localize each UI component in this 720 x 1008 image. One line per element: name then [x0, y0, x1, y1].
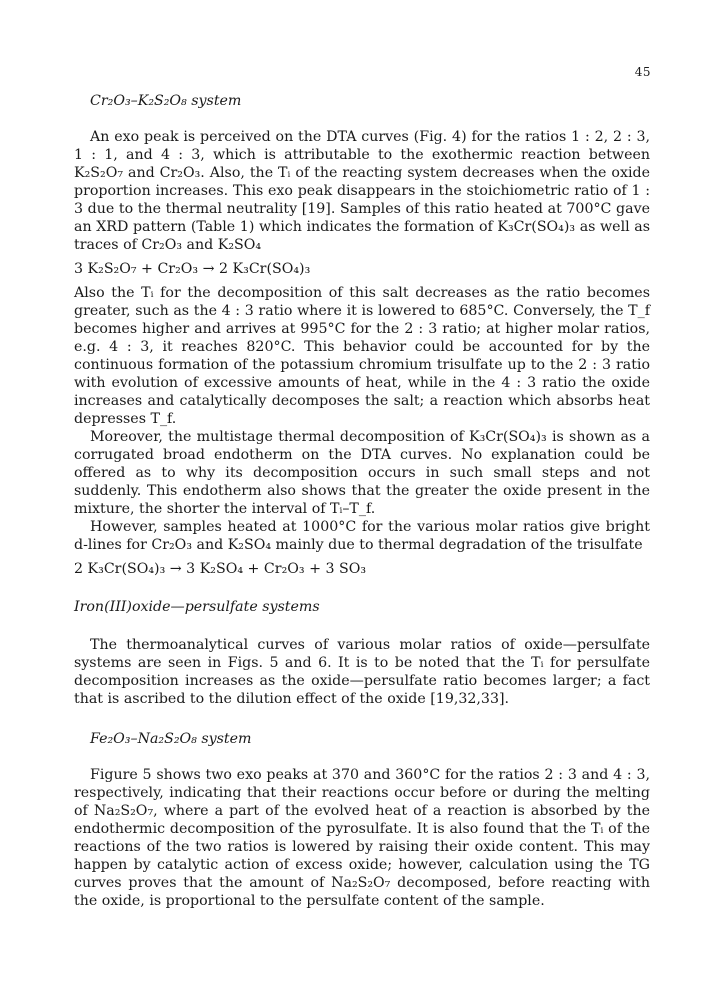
paragraph-3: Moreover, the multistage thermal decomposition of K₃Cr(SO₄)₃ is shown as a corrugated broad endotherm on the DTA curves. No explanation could be offered as to why its decomposition occurs in such small steps and not suddenly. This endotherm also shows that the greater the oxide present in the mixture, the shorter the interval of Tᵢ–T_f.: [74, 429, 650, 517]
paragraph-4: However, samples heated at 1000°C for the various molar ratios give bright d-lines for Cr₂O₃ and K₂SO₄ mainly due to thermal degradation of the trisulfate: [74, 519, 650, 553]
paragraph-2: Also the Tᵢ for the decomposition of this salt decreases as the ratio becomes greater, such as the 4 : 3 ratio where it is lowered to 685°C. Conversely, the T_f becomes higher and arrives at 995°C for the 2 : 3 ratio; at higher molar ratios, e.g. 4 : 3, it reaches 820°C. This behavior could be accounted for by the continuous formation of the potassium chromium trisulfate up to the 2 : 3 ratio with evolution of excessive amounts of heat, while in the 4 : 3 ratio the oxide increases and catalytically decomposes the salt; a reaction which absorbs heat depresses T_f.: [74, 285, 650, 427]
equation-2: 2 K₃Cr(SO₄)₃ → 3 K₂SO₄ + Cr₂O₃ + 3 SO₃: [74, 561, 367, 577]
paragraph-5: The thermoanalytical curves of various molar ratios of oxide—persulfate systems are seen in Figs. 5 and 6. It is to be noted that the Tᵢ for persulfate decomposition increases as the oxide—persulfate ratio becomes larger; a fact that is ascribed to the dilution effect of the oxide [19,32,33].: [74, 637, 650, 707]
page-body: [74, 92, 650, 910]
section-heading-iron: Iron(III)oxide—persulfate systems: [74, 599, 320, 615]
section-heading-fe-system: Fe₂O₃–Na₂S₂O₈ system: [90, 731, 252, 747]
section-heading-cr-system: Cr₂O₃–K₂S₂O₈ system: [90, 93, 242, 109]
paragraph-1: An exo peak is perceived on the DTA curves (Fig. 4) for the ratios 1 : 2, 2 : 3, 1 : 1, and 4 : 3, which is attributable to the exothermic reaction between K₂S₂O₇ and Cr₂O₃. Also, the Tᵢ of the reacting system decreases when the oxide proportion increases. This exo peak disappears in the stoichiometric ratio of 1 : 3 due to the thermal neutrality [19]. Samples of this ratio heated at 700°C gave an XRD pattern (Table 1) which indicates the formation of K₃Cr(SO₄)₃ as well as traces of Cr₂O₃ and K₂SO₄: [74, 129, 650, 253]
paragraph-6: Figure 5 shows two exo peaks at 370 and 360°C for the ratios 2 : 3 and 4 : 3, respectively, indicating that their reactions occur before or during the melting of Na₂S₂O₇, where a part of the evolved heat of a reaction is absorbed by the endothermic decomposition of the pyrosulfate. It is also found that the Tᵢ of the reactions of the two ratios is lowered by raising their oxide content. This may happen by catalytic action of excess oxide; however, calculation using the TG curves proves that the amount of Na₂S₂O₇ decomposed, before reacting with the oxide, is proportional to the persulfate content of the sample.: [74, 767, 650, 909]
equation-1: 3 K₂S₂O₇ + Cr₂O₃ → 2 K₃Cr(SO₄)₃: [74, 261, 311, 277]
page-number: 45: [634, 65, 651, 79]
